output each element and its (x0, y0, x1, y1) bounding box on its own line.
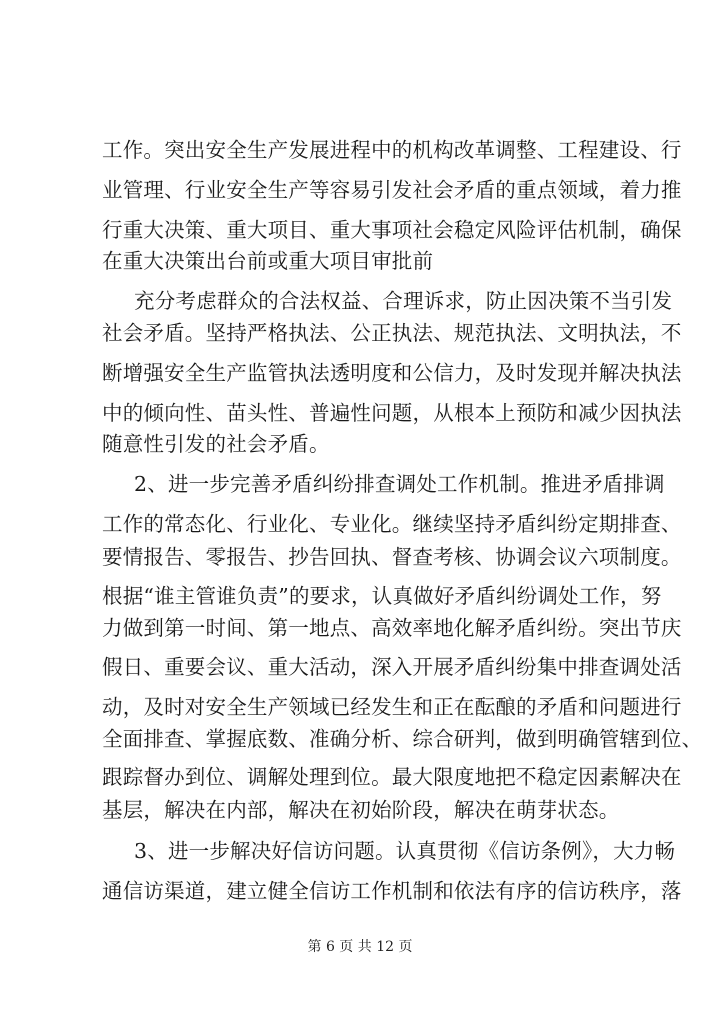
text-line: 业管理、行业安全生产等容易引发社会矛盾的重点领域，着力推 (102, 178, 682, 202)
text-line: 跟踪督办到位、调解处理到位。最大限度地把不稳定因素解决在 (102, 765, 682, 789)
text-line: 要情报告、零报告、抄告回执、督查考核、协调会议六项制度。 (102, 545, 682, 569)
text-line: 在重大决策出台前或重大项目审批前 (102, 249, 434, 273)
text-line: 通信访渠道，建立健全信访工作机制和依法有序的信访秩序，落 (102, 879, 682, 903)
text-line: 中的倾向性、苗头性、普遍性问题，从根本上预防和减少因执法 (102, 401, 682, 425)
text-line: 假日、重要会议、重大活动，深入开展矛盾纠纷集中排查调处活 (102, 655, 682, 679)
text-line: 断增强安全生产监管执法透明度和公信力，及时发现并解决执法 (102, 361, 682, 385)
text-line: 行重大决策、重大项目、重大事项社会稳定风险评估机制，确保 (102, 218, 682, 242)
text-line: 工作。突出安全生产发展进程中的机构改革调整、工程建设、行 (102, 138, 682, 162)
text-line: 3、进一步解决好信访问题。认真贯彻《信访条例》，大力畅 (134, 839, 676, 863)
text-line: 2、进一步完善矛盾纠纷排查调处工作机制。推进矛盾排调 (134, 472, 665, 496)
text-line: 力做到第一时间、第一地点、高效率地化解矛盾纠纷。突出节庆 (102, 616, 682, 640)
text-line: 随意性引发的社会矛盾。 (102, 432, 330, 456)
text-line: 动，及时对安全生产领域已经发生和正在酝酿的矛盾和问题进行 (102, 695, 682, 719)
text-line: 充分考虑群众的合法权益、合理诉求，防止因决策不当引发 (134, 289, 673, 313)
text-line: 社会矛盾。坚持严格执法、公正执法、规范执法、文明执法，不 (102, 321, 682, 345)
text-line: 工作的常态化、行业化、专业化。继续坚持矛盾纠纷定期排查、 (102, 512, 682, 536)
text-line: 根据“谁主管谁负责”的要求，认真做好矛盾纠纷调处工作，努 (102, 584, 662, 608)
text-line: 基层，解决在内部，解决在初始阶段，解决在萌芽状态。 (102, 798, 620, 822)
page-number: 第 6 页 共 12 页 (307, 939, 413, 955)
text-line: 全面排查、掌握底数、准确分析、综合研判，做到明确管辖到位、 (102, 727, 703, 751)
